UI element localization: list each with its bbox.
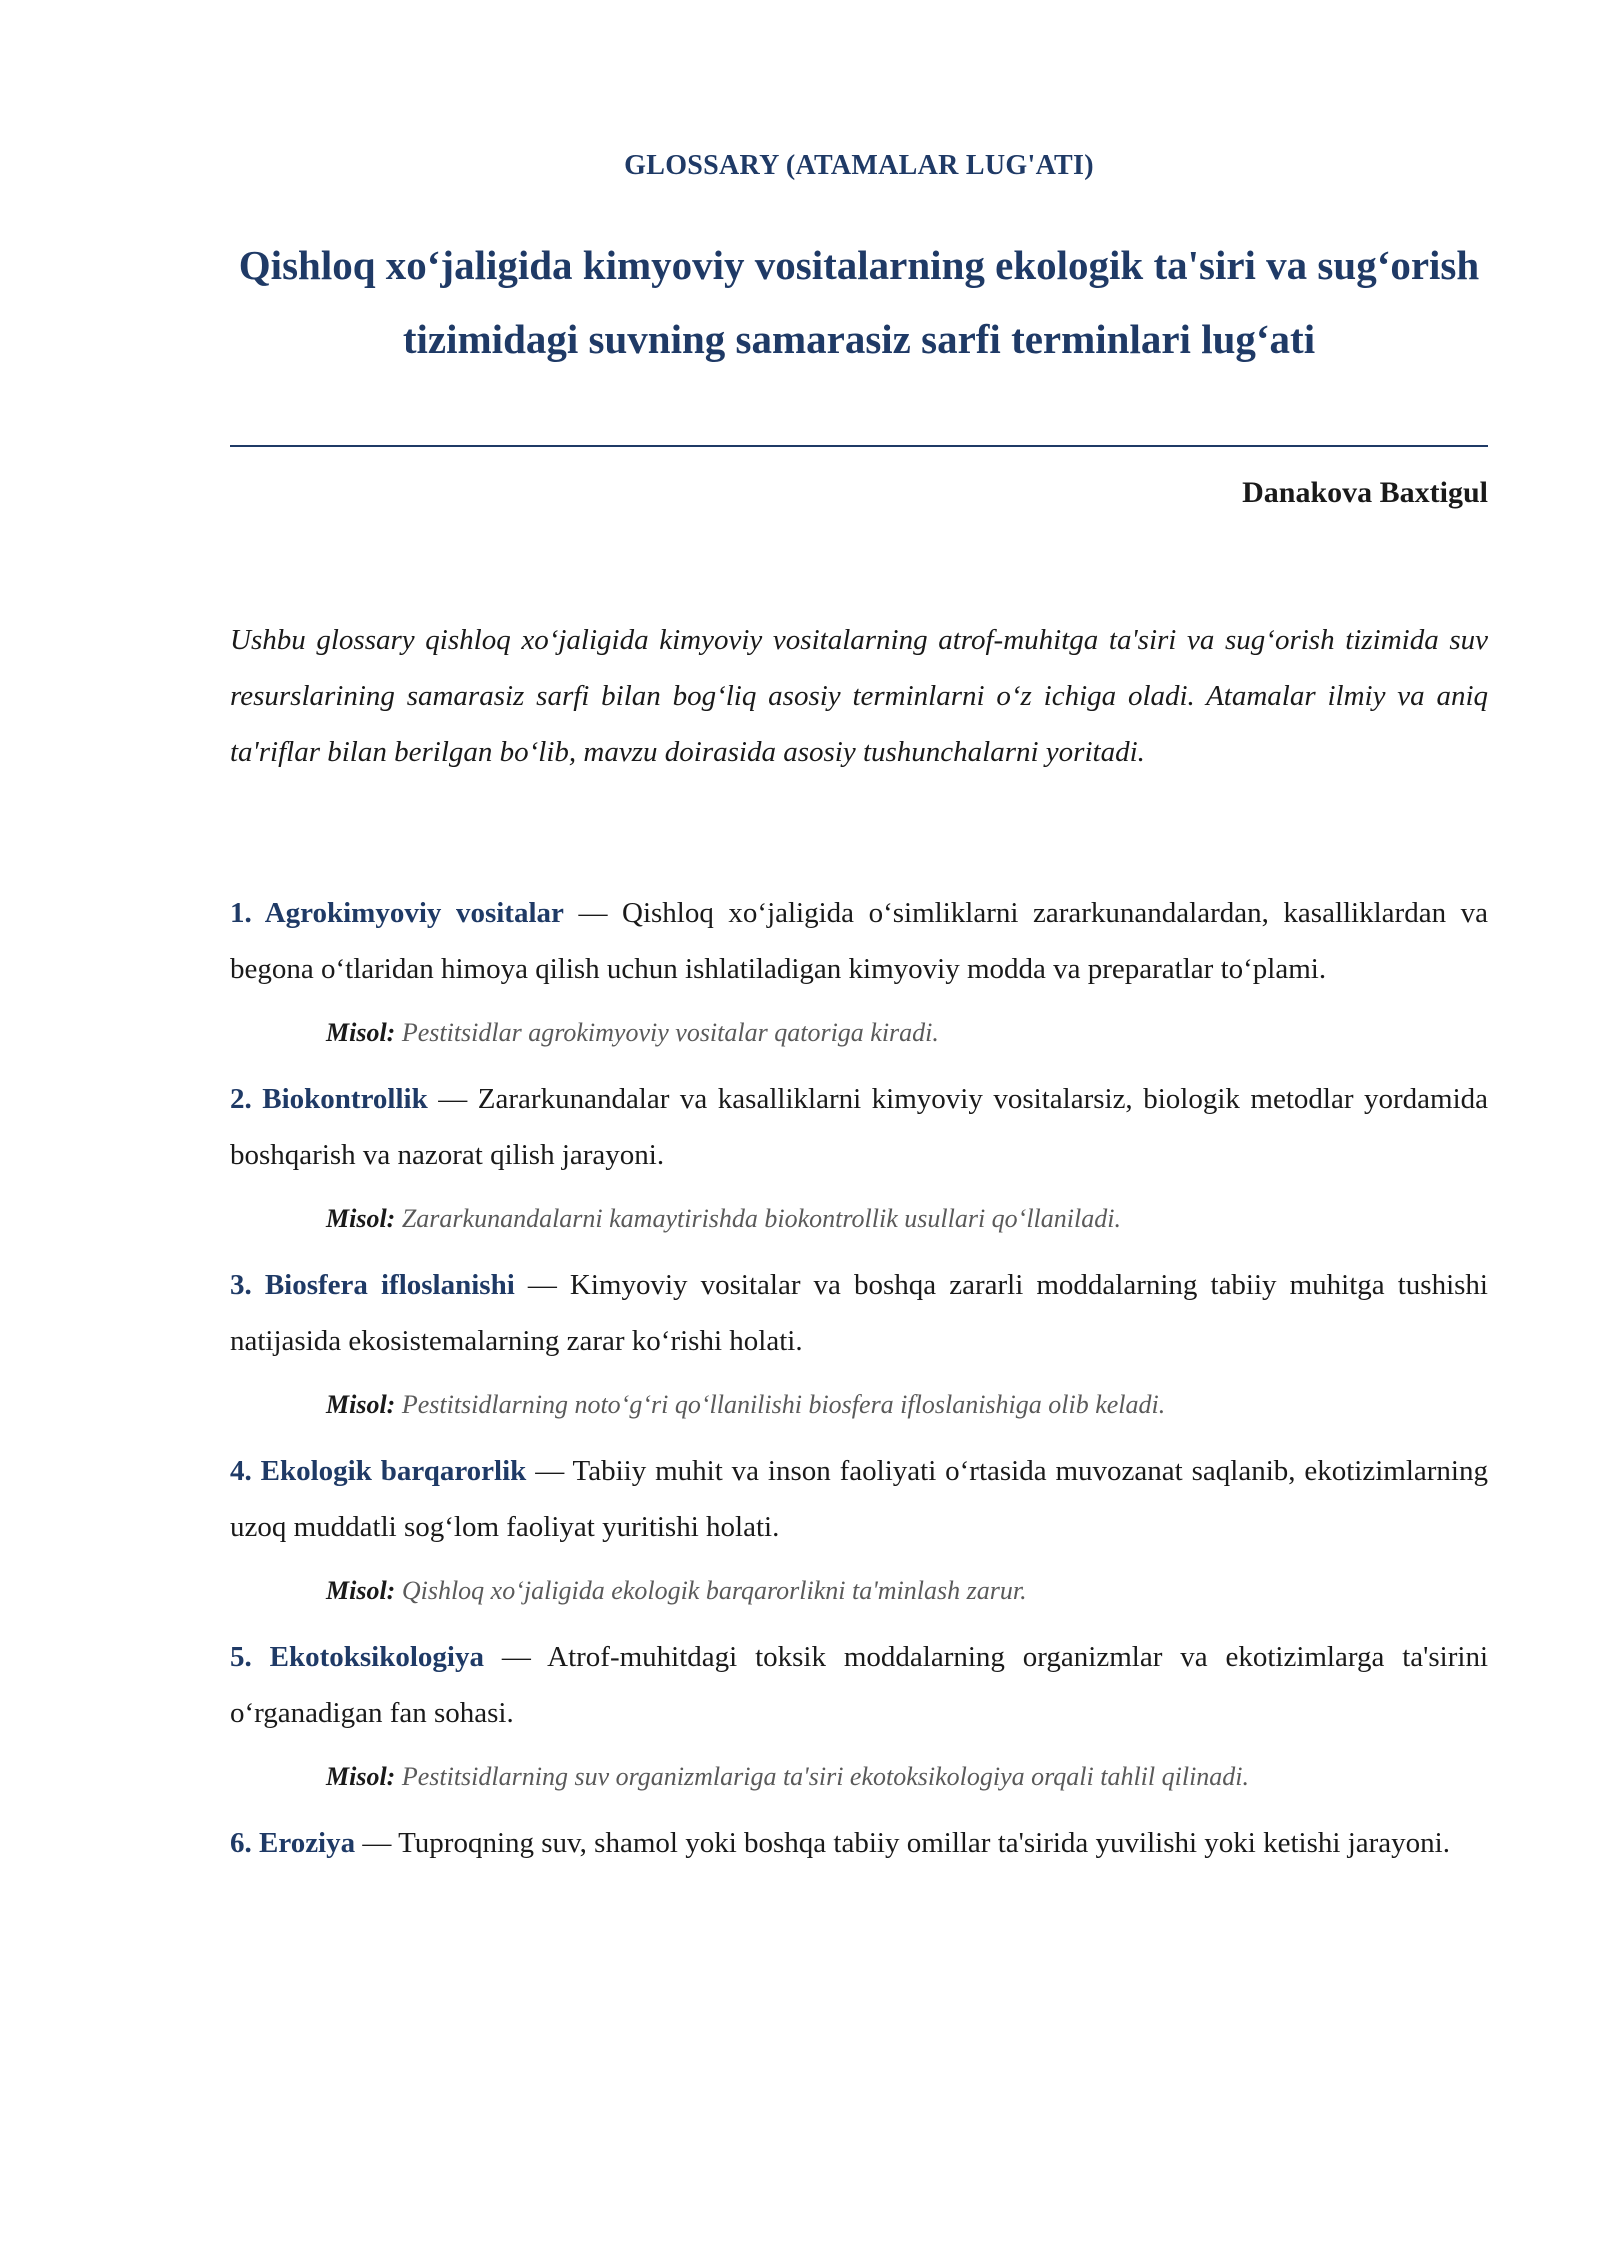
example-label: Misol: — [326, 1018, 396, 1047]
example-label: Misol: — [326, 1762, 396, 1791]
example-text: Qishloq xo‘jaligida ekologik barqarorlikni ta'minlash zarur. — [401, 1576, 1027, 1605]
term-definition: Atrof-muhitdagi toksik moddalarning organizmlar va ekotizimlarga ta'sirini o‘rganadigan fan sohasi. — [230, 1641, 1489, 1729]
term-definition: Qishloq xo‘jaligida o‘simliklarni zararkunandalardan, kasalliklardan va begona o‘tlaridan himoya qilish uchun ishlatiladigan kimyoviy modda va preparatlar to‘plami. — [230, 897, 1488, 985]
term-definition: Tuproqning suv, shamol yoki boshqa tabiiy omillar ta'sirida yuvilishi yoki ketishi jarayoni. — [398, 1827, 1450, 1859]
term-definition: Zararkunandalar va kasalliklarni kimyoviy vositalarsiz, biologik metodlar yordamida boshqarish va nazorat qilish jarayoni. — [230, 1083, 1489, 1171]
term-definition: Tabiiy muhit va inson faoliyati o‘rtasida muvozanat saqlanib, ekotizimlarning uzoq muddatli sog‘lom faoliyat yuritishi holati. — [230, 1455, 1488, 1543]
term-entry — [230, 1815, 1488, 1871]
term-separator: — — [535, 1455, 565, 1487]
term-name: 5. Ekotoksikologiya — [230, 1641, 484, 1673]
example-text: Pestitsidlar agrokimyoviy vositalar qatoriga kiradi. — [401, 1018, 939, 1047]
term-entry — [230, 1443, 1488, 1613]
term-separator: — — [501, 1641, 531, 1673]
example-text: Zararkunandalarni kamaytirishda biokontrollik usullari qo‘llaniladi. — [401, 1204, 1121, 1233]
term-separator: — — [578, 897, 608, 929]
page-title: Qishloq xo‘jaligida kimyoviy vositalarning ekologik ta'siri va sug‘orish tizimidagi suvning samarasiz sarfi terminlari lug‘ati — [238, 242, 1480, 362]
term-separator: — — [438, 1083, 468, 1115]
term-example — [326, 1755, 1488, 1799]
term-definition: Kimyoviy vositalar va boshqa zararli moddalarning tabiiy muhitga tushishi natijasida ekosistemalarning zarar ko‘rishi holati. — [230, 1269, 1488, 1357]
term-name: 6. Eroziya — [230, 1827, 356, 1859]
title-divider — [230, 445, 1488, 447]
term-example — [326, 1011, 1488, 1055]
intro-paragraph: Ushbu glossary qishloq xo‘jaligida kimyoviy vositalarning atrof-muhitga ta'siri va sug‘orish tizimida suv resurslarining samarasiz sarfi bilan bog‘liq asosiy terminlarni o‘z ichiga oladi. Atamalar ilmiy va aniq ta'riflar bilan berilgan bo‘lib, mavzu doirasida asosiy tushunchalarni yoritadi. — [230, 624, 1488, 768]
author-name: Danakova Baxtigul — [1242, 476, 1488, 509]
term-separator: — — [362, 1827, 392, 1859]
example-label: Misol: — [326, 1390, 396, 1419]
term-name: 2. Biokontrollik — [230, 1083, 428, 1115]
term-entry — [230, 1071, 1488, 1241]
example-label: Misol: — [326, 1204, 396, 1233]
glossary-label: GLOSSARY (ATAMALAR LUG'ATI) — [624, 150, 1094, 181]
term-name: 1. Agrokimyoviy vositalar — [230, 897, 564, 929]
example-label: Misol: — [326, 1576, 396, 1605]
example-text: Pestitsidlarning suv organizmlariga ta'siri ekotoksikologiya orqali tahlil qilinadi. — [401, 1762, 1250, 1791]
term-entry — [230, 885, 1488, 1055]
term-example — [326, 1197, 1488, 1241]
term-separator: — — [527, 1269, 557, 1301]
term-example — [326, 1569, 1488, 1613]
example-text: Pestitsidlarning noto‘g‘ri qo‘llanilishi biosfera ifloslanishiga olib keladi. — [401, 1390, 1166, 1419]
term-name: 4. Ekologik barqarorlik — [230, 1455, 527, 1487]
term-entry — [230, 1629, 1488, 1799]
term-list — [230, 885, 1488, 1887]
term-example — [326, 1383, 1488, 1427]
term-entry — [230, 1257, 1488, 1427]
term-name: 3. Biosfera ifloslanishi — [230, 1269, 515, 1301]
